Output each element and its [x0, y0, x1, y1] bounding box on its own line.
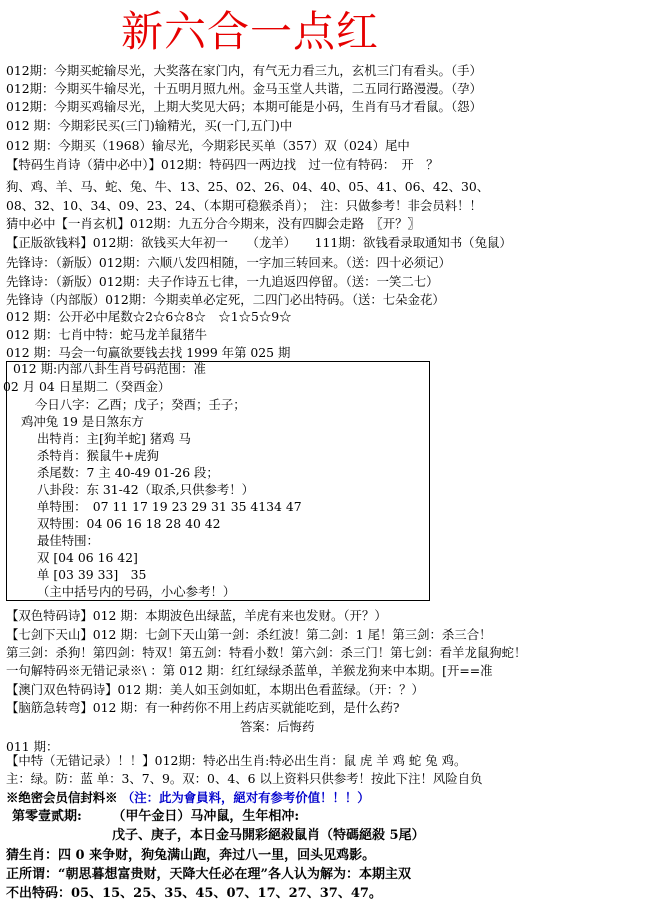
- box-best: 最佳特围：: [37, 533, 99, 548]
- text-line: 第三剑：杀狗！第四剑：特双！第五剑：特看小数！第六剑：杀三门！第七剑：看羊龙鼠狗蛇！: [6, 645, 527, 660]
- text-line: 【脑筋急转弯】012 期：有一种药你不用上药店买就能吃到，是什么药?: [6, 700, 400, 715]
- vip-note: （注：此为會員料，絕对有参考价值！！！）: [121, 790, 370, 805]
- bottom-line-5: 不出特码：05、15、25、35、45、07、17、27、37、47。: [6, 886, 382, 901]
- text-line: 猜中必中【一肖玄机】012期：九五分合今期来，没有四脚会走路 〖开？〗: [6, 216, 420, 231]
- text-line: 012期：今期买牛输尽光，十五明月照九州。金马玉堂人共谐，二五同行路漫漫。（孕）: [6, 81, 482, 96]
- text-line: 一句解特码※无错记录※\ ：第 012 期：红红绿绿杀蓝单，羊猴龙狗来中本期。[开==准: [6, 663, 493, 678]
- text-line: 012 期：今期彩民买(三门)输精光，买(一门,五门)中: [6, 118, 293, 133]
- box-best-shuang: 双 [04 06 16 42]: [37, 550, 138, 565]
- box-date: 02 月 04 日星期二（癸酉金）: [3, 379, 171, 394]
- text-line: 狗、鸡、羊、马、蛇、兔、牛、13、25、02、26、04、40、05、41、06、42、30、: [6, 179, 490, 194]
- bottom-line-4: 正所谓：“朝思暮想富贵财，天降大任必在理”各人认为解为：本期主双: [6, 867, 411, 882]
- text-line: 【双色特码诗】012 期：本期波色出绿蓝，羊虎有来也发财。（开？）: [6, 608, 387, 623]
- period-label: 第零壹贰期:: [12, 809, 82, 824]
- bagua-box: [3, 361, 430, 601]
- vip-line: [6, 789, 656, 807]
- box-header: 012 期:内部八卦生肖号码范围：准: [13, 361, 206, 376]
- period-note: （甲午金日）马冲鼠，生年相冲:: [112, 809, 300, 824]
- box-dan: 单特围： 07 11 17 19 23 29 31 35 4134 47: [37, 499, 302, 514]
- bottom-line-1: [12, 808, 659, 826]
- text-line: 012 期：马会一句赢欲要钱去找 1999 年第 025 期: [6, 345, 291, 360]
- text-line: 012期：今期买鸡输尽光，上期大奖见大码；本期可能是小码，生肖有马才看鼠。（怨）: [6, 99, 482, 114]
- bottom-line-2: 戊子、庚子，本日金马開彩絕殺鼠肖（特碼絕殺 5尾）: [112, 828, 425, 843]
- text-line: 012 期：七肖中特：蛇马龙羊鼠猪牛: [6, 327, 208, 342]
- text-line: 【中特（无错记录）！！】012期：特必出生肖:特必出生肖：鼠 虎 羊 鸡 蛇 兔 鸡。: [6, 753, 467, 768]
- text-line: 【澳门双色特码诗】012 期：美人如玉剑如虹，本期出色看蓝绿。（开：？）: [6, 682, 424, 697]
- box-weishu: 杀尾数：7 主 40-49 01-26 段；: [37, 465, 219, 480]
- box-best-dan: 单 [03 39 33] 35: [37, 567, 147, 582]
- text-line: 先锋诗：（新版）012期：六顺八发四相随，一字加三转回来。（送：四十必须记）: [6, 255, 451, 270]
- text-line: 08、32、10、34、09、23、24、（本期可稳猴杀肖）； 注：只做参考！非会员料！！: [6, 198, 482, 213]
- bottom-line-3: 猜生肖：四 0 来争财，狗兔满山跑，奔过八一里，回头见鸡影。: [6, 848, 376, 863]
- riddle-answer: 答案：后悔药: [240, 719, 315, 734]
- box-bagua: 八卦段：东 31-42（取杀,只供参考！）: [37, 482, 255, 497]
- box-chu: 出特肖：主[狗羊蛇] 猪鸡 马: [37, 431, 191, 446]
- text-line: 先锋诗：（新版）012期：夫子作诗五七律，一九追返四停留。（送：一笑二七）: [6, 274, 439, 289]
- text-line: 【正版欲钱料】012期：欲钱买大年初一 （龙羊） 111期：欲钱看录取通知书（兔鼠）: [6, 235, 512, 250]
- text-line: 主：绿。防：蓝 单：3、7、9。双：0、4、6 以上资料只供参考！按此下注！风险自负: [6, 771, 483, 786]
- page-title: 新六合一点红: [120, 7, 379, 56]
- text-line: 012 期：公开必中尾数☆2☆6☆8☆ ☆1☆5☆9☆: [6, 309, 292, 324]
- box-note: （主中括号内的号码，小心参考！）: [37, 584, 236, 599]
- text-line: 012 期：今期买（1968）输尽光，今期彩民买单（357）双（024）尾中: [6, 138, 410, 153]
- text-line: 012期：今期买蛇输尽光，大奖落在家门内，有气无力看三九，玄机三门有看头。（手）: [6, 63, 482, 78]
- box-bazi: 今日八字：乙酉；戊子；癸酉；壬子；: [35, 397, 246, 412]
- text-line: 【七剑下天山】012 期：七剑下天山第一剑：杀红波！第二剑：1 尾！第三剑：杀三合！: [6, 627, 492, 642]
- text-line: 【特码生肖诗（猜中必中）】012期：特码四一两边找 过一位有特码： 开 ？: [6, 157, 439, 172]
- box-shuang: 双特围：04 06 16 18 28 40 42: [37, 516, 221, 531]
- box-chong: 鸡冲兔 19 是日煞东方: [21, 414, 144, 429]
- vip-label: ※绝密会员信封料※: [6, 790, 118, 805]
- box-sha: 杀特肖：猴鼠牛+虎狗: [37, 448, 159, 463]
- text-line: 先锋诗（内部版）012期：今期卖单必定死，二四门必出特码。（送：七朵金花）: [6, 292, 445, 307]
- text-line: 011 期：: [6, 739, 59, 754]
